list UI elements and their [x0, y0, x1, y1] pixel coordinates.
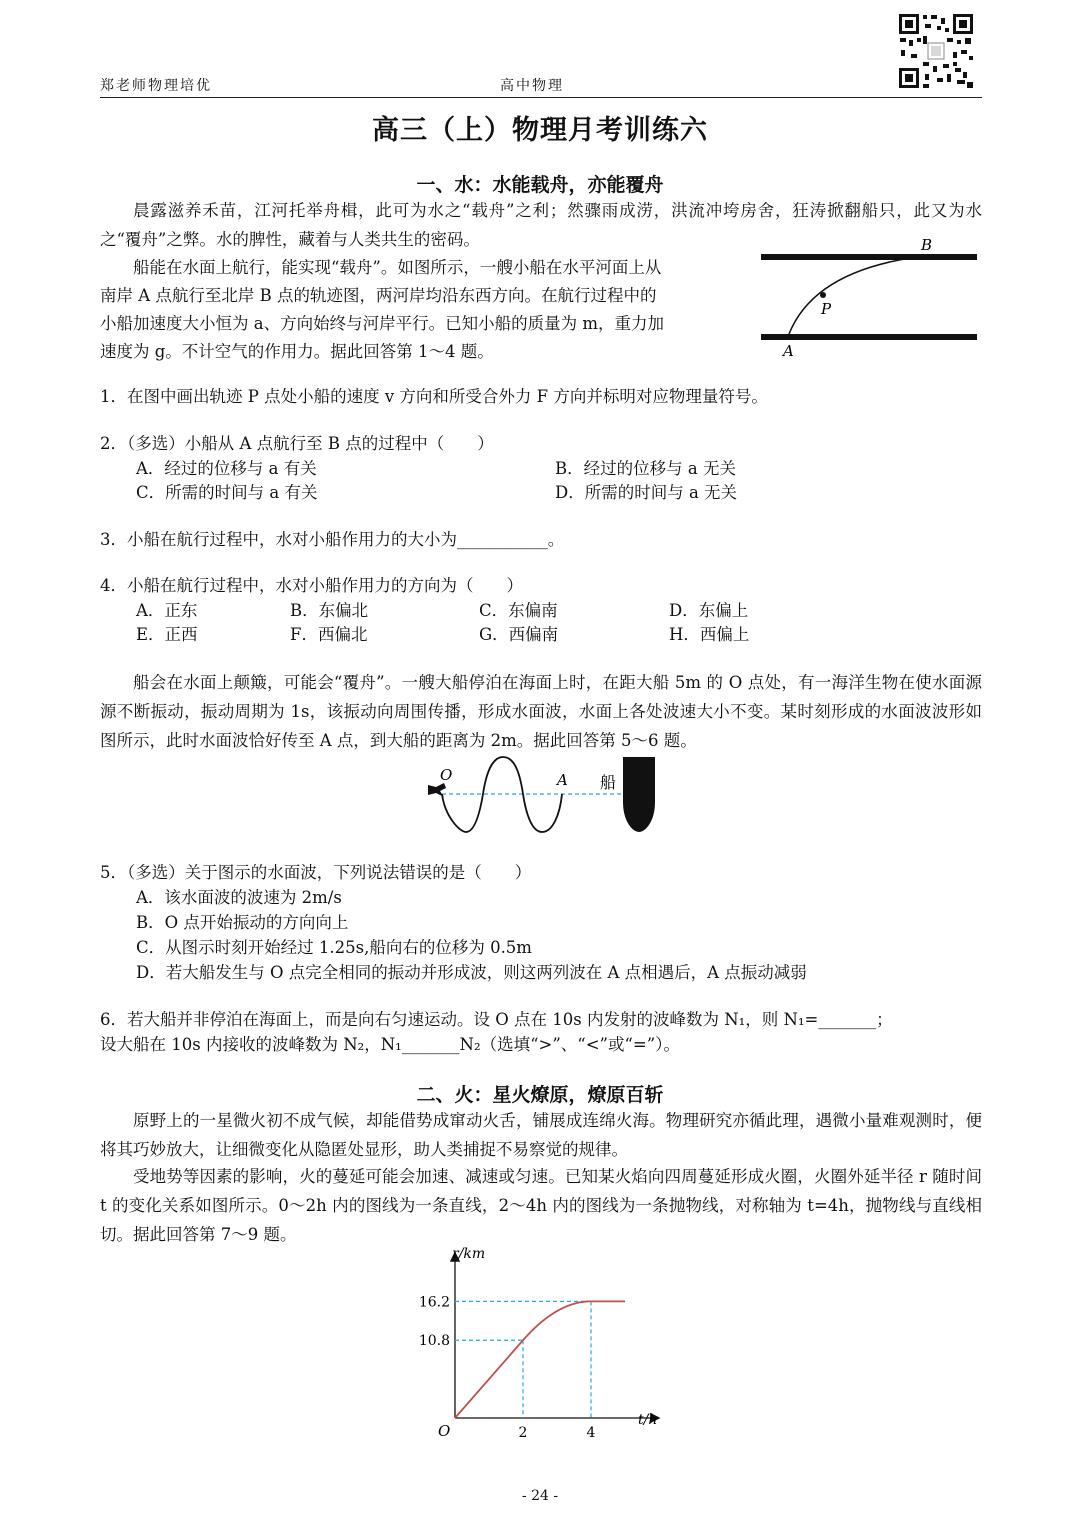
header-left-text: 郑老师物理培优: [100, 78, 212, 94]
page-title: 高三（上）物理月考训练六: [372, 115, 708, 146]
q4-option-c: C．东偏南: [479, 601, 558, 620]
label-a-wave: A: [557, 771, 568, 789]
q5-option-a: A．该水面波的波速为 2m/s: [136, 888, 342, 907]
x-axis-label: t/h: [638, 1412, 658, 1428]
y-tick-label: 16.2: [418, 1294, 450, 1311]
y-axis-label: r/km: [452, 1246, 486, 1262]
question-1: 1．在图中画出轨迹 P 点处小船的速度 v 方向和所受合外力 F 方向并标明对应物理量符号。: [100, 387, 768, 406]
water-wave-figure: [420, 752, 665, 837]
setup-line-4: 速度为 g。不计空气的作用力。据此回答第 1～4 题。: [100, 342, 494, 361]
q2-option-a: A．经过的位移与 a 有关: [136, 459, 317, 478]
q5-option-b: B．O 点开始振动的方向向上: [136, 913, 349, 932]
river-trajectory-figure: [755, 234, 980, 359]
label-o: O: [440, 766, 453, 784]
setup-line-3: 小船加速度大小恒为 a、方向始终与河岸平行。已知小船的质量为 m，重力加: [100, 314, 664, 333]
q2-option-d: D．所需的时间与 a 无关: [555, 483, 738, 502]
section-heading-fire: 二、火：星火燎原，燎原百斩: [416, 1084, 664, 1106]
fire-setup-paragraph: 受地势等因素的影响，火的蔓延可能会加速、减速或匀速。已知某火焰向四周蔓延形成火圈，火圈外延半径 r 随时间 t 的变化关系如图所示。0～2h 内的图线为一条直线，2～4h 内的图线为一条抛物线，对称轴为 t=4h，抛物线与直线相切。据此回答第 7～9 题。: [100, 1167, 982, 1244]
y-tick-label: 10.8: [418, 1333, 450, 1350]
header-divider: [100, 97, 982, 98]
question-6-line-1: 6．若大船并非停泊在海面上，而是向右匀速运动。设 O 点在 10s 内发射的波峰数为 N₁，则 N₁=_______；: [100, 1010, 893, 1029]
question-4-stem: 4．小船在航行过程中，水对小船作用力的方向为（ ）: [100, 576, 523, 595]
north-bank: [761, 254, 977, 260]
q4-option-e: E．正西: [136, 625, 198, 644]
question-5-stem: 5．（多选）关于图示的水面波，下列说法错误的是（ ）: [100, 863, 532, 882]
header-center-text: 高中物理: [500, 78, 564, 94]
trajectory-curve: [789, 256, 925, 334]
point-p-dot: [820, 292, 826, 298]
q4-option-f: F．西偏北: [290, 625, 368, 644]
q4-option-b: B．东偏北: [290, 601, 369, 620]
q4-option-h: H．西偏上: [669, 625, 750, 644]
q4-option-d: D．东偏上: [669, 601, 749, 620]
q5-option-d: D．若大船发生与 O 点完全相同的振动并形成波，则这两列波在 A 点相遇后，A 点振动减弱: [136, 963, 807, 982]
setup-line-1: 船能在水面上航行，能实现“载舟”。如图所示，一艘小船在水平河面上从: [133, 258, 662, 277]
question-3: 3．小船在航行过程中，水对小船作用力的大小为___________。: [100, 530, 565, 549]
south-bank: [761, 334, 977, 340]
setup-line-2: 南岸 A 点航行至北岸 B 点的轨迹图，两河岸均沿东西方向。在航行过程中的: [100, 286, 657, 305]
question-6-line-2: 设大船在 10s 内接收的波峰数为 N₂，N₁_______N₂（选填“>”、“<”或“=”）。: [100, 1035, 680, 1054]
q2-option-b: B．经过的位移与 a 无关: [555, 459, 736, 478]
q4-option-g: G．西偏南: [479, 625, 559, 644]
question-2-stem: 2．（多选）小船从 A 点航行至 B 点的过程中（ ）: [100, 434, 494, 453]
q2-option-c: C．所需的时间与 a 有关: [136, 483, 318, 502]
x-tick-label: 4: [586, 1425, 596, 1441]
section-intro-water: 晨露滋养禾苗，江河托举舟楫，此可为水之“载舟”之利；然骤雨成涝，洪流冲垮房舍，狂涛掀翻船只，此又为水之“覆舟”之弊。水的脾性，藏着与人类共生的密码。: [100, 201, 982, 249]
ship-hull-icon: [623, 757, 655, 832]
label-a: A: [783, 342, 794, 359]
page-number: - 24 -: [521, 1488, 559, 1504]
x-tick-label: 2: [518, 1425, 528, 1441]
wave-setup-paragraph: 船会在水面上颠簸，可能会“覆舟”。一艘大船停泊在海面上时，在距大船 5m 的 O 点处，有一海洋生物在使水面源源不断振动，振动周期为 1s，该振动向周围传播，形成水面波，水面上各处波速大小不变。某时刻形成的水面波波形如图所示，此时水面波恰好传至 A 点，到大船的距离为 2m。据此回答第 5～6 题。: [100, 673, 982, 750]
label-p: P: [821, 300, 832, 318]
qr-code-icon: [897, 12, 975, 90]
radius-time-chart: [400, 1240, 670, 1445]
sea-creature-icon: [428, 783, 446, 797]
q4-option-a: A．正东: [136, 601, 198, 620]
section-heading-water: 一、水：水能载舟，亦能覆舟: [416, 174, 664, 196]
label-b: B: [921, 236, 933, 254]
origin-label: O: [438, 1422, 451, 1440]
label-ship: 船: [600, 773, 617, 792]
series-line: [455, 1301, 625, 1418]
q5-option-c: C．从图示时刻开始经过 1.25s,船向右的位移为 0.5m: [136, 938, 532, 957]
section-intro-fire: 原野上的一星微火初不成气候，却能借势成窜动火舌，铺展成连绵火海。物理研究亦循此理，遇微小量难观测时，便将其巧妙放大，让细微变化从隐匿处显形，助人类捕捉不易察觉的规律。: [100, 1111, 982, 1159]
